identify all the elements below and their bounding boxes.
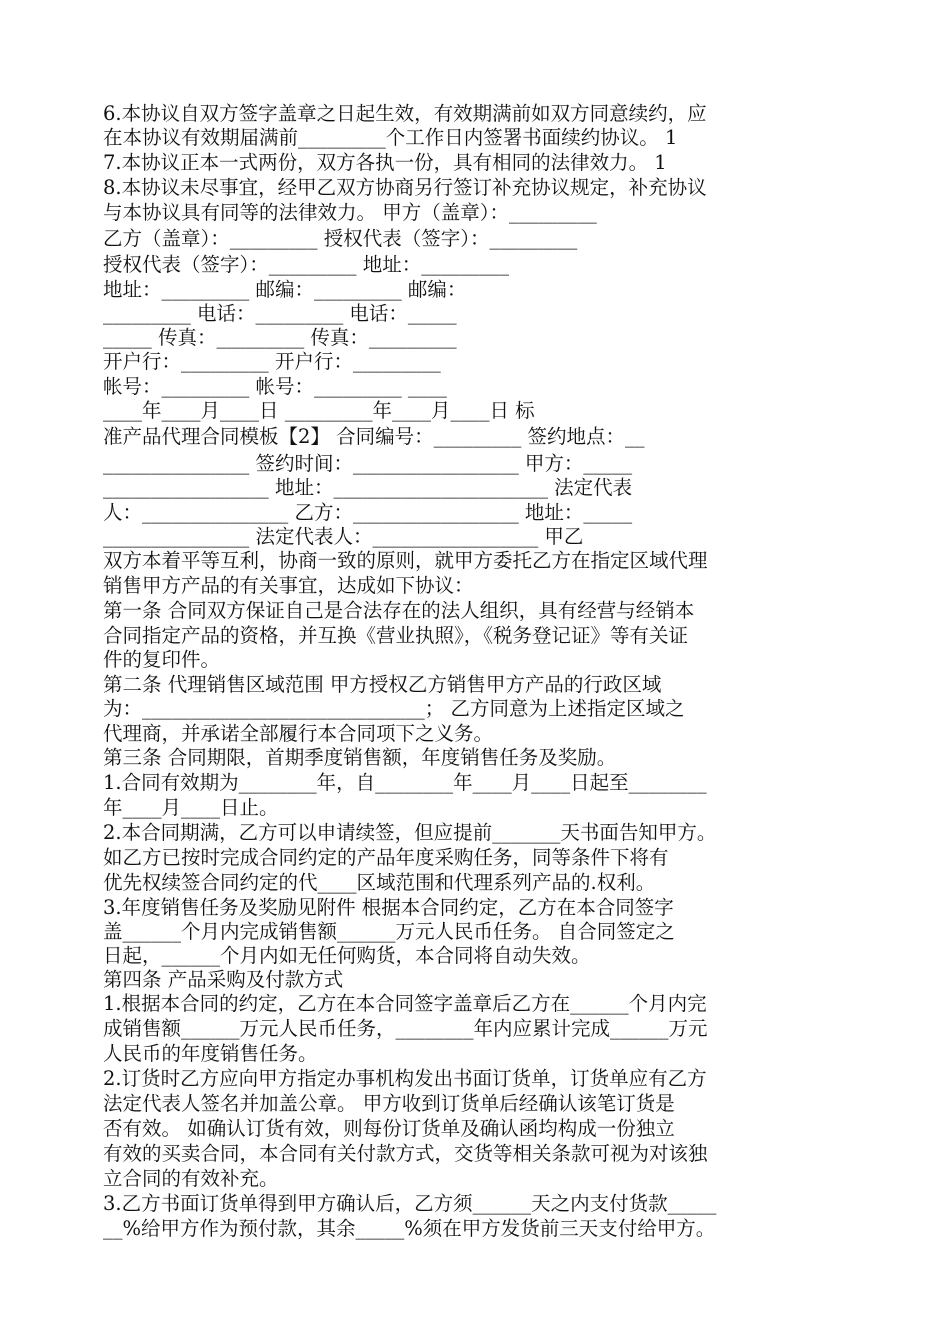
text-line: 盖______个月内完成销售额______万元人民币任务。 自合同签定之 <box>103 920 675 943</box>
text-line: 在本协议有效期届满前_________个工作日内签署书面续约协议。 1 <box>103 126 678 149</box>
text-line: 代理商，并承诺全部履行本合同项下之义务。 <box>103 722 494 745</box>
text-line: 日起，______个月内如无任何购货，本合同将自动失效。 <box>103 944 591 967</box>
text-line: _________ 电话：_________ 电话：_____ <box>103 302 457 325</box>
text-line: 销售甲方产品的有关事宜，达成如下协议： <box>103 574 474 597</box>
text-line: _____ 传真：_________ 传真：_________ <box>103 326 457 349</box>
text-line: 3.乙方书面订货单得到甲方确认后，乙方须______天之内支付货款_____ <box>103 1192 717 1215</box>
text-line: 6.本协议自双方签字盖章之日起生效，有效期满前如双方同意续约，应 <box>103 102 707 125</box>
text-line: 2.订货时乙方应向甲方指定办事机构发出书面订货单，订货单应有乙方 <box>103 1067 707 1090</box>
text-line: 人：_______________ 乙方：_________________ 地址：_____ <box>103 501 633 524</box>
text-line: 立合同的有效补充。 <box>103 1167 279 1190</box>
text-line: 有效的买卖合同，本合同有关付款方式，交货等相关条款可视为对该独 <box>103 1142 708 1165</box>
text-line: 双方本着平等互利，协商一致的原则，就甲方委托乙方在指定区域代理 <box>103 549 708 572</box>
text-line: 与本协议具有同等的法律效力。 甲方（盖章）：_________ <box>103 201 597 224</box>
text-line: _______________ 法定代表人：_________________ 甲乙 <box>103 525 584 548</box>
text-line: __%给甲方作为预付款，其余_____%须在甲方发货前三天支付给甲方。 <box>103 1217 716 1240</box>
text-line: 乙方（盖章）：_________ 授权代表（签字）：_________ <box>103 227 578 250</box>
text-line: 如乙方已按时完成合同约定的产品年度采购任务，同等条件下将有 <box>103 846 669 869</box>
text-line: 2.本合同期满，乙方可以申请续签，但应提前_______天书面告知甲方。 <box>103 821 717 844</box>
text-line: 优先权续签合同约定的代____区域范围和代理系列产品的.权利。 <box>103 871 656 894</box>
text-line: 7.本协议正本一式两份，双方各执一份，具有相同的法律效力。 1 <box>103 151 667 174</box>
text-line: 8.本协议未尽事宜，经甲乙双方协商另行签订补充协议规定，补充协议 <box>103 176 707 199</box>
text-line: 1.根据本合同的约定，乙方在本合同签字盖章后乙方在______个月内完 <box>103 992 707 1015</box>
text-line: 地址：_________ 邮编：_________ 邮编： <box>103 278 467 301</box>
text-line: 帐号：_________ 帐号：_________ ____ <box>103 375 447 398</box>
text-line: 人民币的年度销售任务。 <box>103 1042 318 1065</box>
text-line: 年____月____日止。 <box>103 796 279 819</box>
text-line: 授权代表（签字）：_________ 地址：_________ <box>103 253 509 276</box>
text-line: ____年____月____日 _________年____月____日 标 <box>103 399 535 422</box>
text-line: 第一条 合同双方保证自己是合法存在的法人组织，具有经营与经销本 <box>103 599 695 622</box>
text-line: 成销售额______万元人民币任务，________年内应累计完成______万元 <box>103 1017 708 1040</box>
text-line: 3.年度销售任务及奖励见附件 根据本合同约定，乙方在本合同签字 <box>103 896 674 919</box>
text-line: 为：_____________________________； 乙方同意为上述指定区域之 <box>103 697 685 720</box>
text-line: 第二条 代理销售区域范围 甲方授权乙方销售甲方产品的行政区域 <box>103 673 662 696</box>
text-line: 第三条 合同期限，首期季度销售额，年度销售任务及奖励。 <box>103 746 617 769</box>
text-line: 1.合同有效期为________年，自________年____月____日起至________ <box>103 771 707 794</box>
text-line: 第四条 产品采购及付款方式 <box>103 968 344 991</box>
text-line: 件的复印件。 <box>103 648 221 671</box>
text-line: 法定代表人签名并加盖公章。 甲方收到订货单后经确认该笔订货是 <box>103 1092 675 1115</box>
text-line: _______________ 签约时间：_________________ 甲方：_____ <box>103 452 633 475</box>
text-line: 合同指定产品的资格，并互换《营业执照》，《税务登记证》等有关证 <box>103 624 689 647</box>
text-line: _________________ 地址：______________________ 法定代表 <box>103 476 633 499</box>
text-line: 开户行：_________ 开户行：_________ <box>103 350 441 373</box>
text-line: 否有效。 如确认订货有效，则每份订货单及确认函均构成一份独立 <box>103 1117 675 1140</box>
text-line: 准产品代理合同模板【2】 合同编号：_________ 签约地点：__ <box>103 425 645 448</box>
